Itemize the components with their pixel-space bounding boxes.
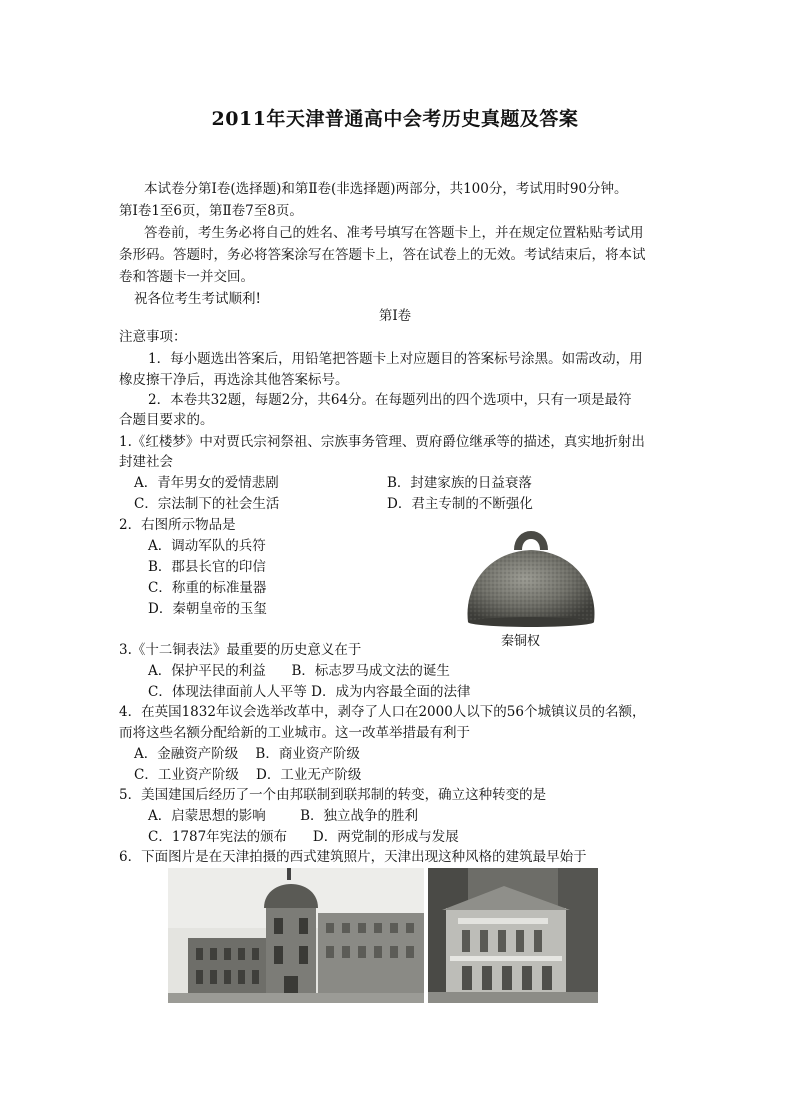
intro-line: 答卷前，考生务必将自己的姓名、准考号填写在答题卡上，并在规定位置粘贴考试用 xyxy=(144,225,644,241)
option-a: A．青年男女的爱情悲剧 xyxy=(134,475,279,491)
domed-building-photo xyxy=(168,868,424,1003)
option-b: B．封建家族的日益衰落 xyxy=(387,475,532,491)
image-caption: 秦铜权 xyxy=(501,634,541,649)
question-stem: 4．在英国1832年议会选举改革中，剥夺了人口在2000人以下的56个城镇议员的名额， xyxy=(119,704,646,720)
question-stem: 6．下面图片是在天津拍摄的西式建筑照片，天津出现这种风格的建筑最早始于 xyxy=(119,849,587,865)
section-title: 第Ⅰ卷 xyxy=(378,308,412,324)
option-d: D．秦朝皇帝的玉玺 xyxy=(148,601,267,617)
question-stem: 而将这些名额分配给新的工业城市。这一改革举措最有利于 xyxy=(119,725,470,741)
page-title: 2011年天津普通高中会考历史真题及答案 xyxy=(211,108,579,130)
option-c: C．宗法制下的社会生活 xyxy=(134,496,280,512)
question-stem: 封建社会 xyxy=(119,454,173,470)
option-row-ab: A．启蒙思想的影响 B．独立战争的胜利 xyxy=(148,808,418,824)
option-row-ab: A．金融资产阶级 B．商业资产阶级 xyxy=(134,746,360,762)
notes-heading: 注意事项： xyxy=(119,329,187,345)
note-line: 1．每小题选出答案后，用铅笔把答题卡上对应题目的答案标号涂黑。如需改动，用 xyxy=(148,351,643,367)
intro-line: 本试卷分第Ⅰ卷(选择题)和第Ⅱ卷(非选择题)两部分，共100分，考试用时90分钟。 xyxy=(144,181,628,197)
copper-weight-image xyxy=(456,520,606,630)
option-d: D．君主专制的不断强化 xyxy=(387,496,533,512)
question-stem: 2．右图所示物品是 xyxy=(119,517,236,533)
option-c: C．称重的标准量器 xyxy=(148,580,267,596)
option-row-cd: C．工业资产阶级 D．工业无产阶级 xyxy=(134,767,362,783)
intro-line: 第Ⅰ卷1至6页，第Ⅱ卷7至8页。 xyxy=(119,203,303,219)
option-row-ab: A．保护平民的利益 B．标志罗马成文法的诞生 xyxy=(148,663,450,679)
option-row-cd: C．1787年宪法的颁布 D．两党制的形成与发展 xyxy=(148,829,459,845)
intro-line: 卷和答题卡一并交回。 xyxy=(119,269,254,285)
note-line: 2．本卷共32题，每题2分，共64分。在每题列出的四个选项中，只有一项是最符 xyxy=(148,392,632,408)
question-stem: 5．美国建国后经历了一个由邦联制到联邦制的转变，确立这种转变的是 xyxy=(119,787,547,803)
note-line: 橡皮擦干净后，再选涂其他答案标号。 xyxy=(119,372,349,388)
intro-line: 祝各位考生考试顺利! xyxy=(134,291,261,307)
intro-line: 条形码。答题时，务必将答案涂写在答题卡上，答在试卷上的无效。考试结束后，将本试 xyxy=(119,247,646,263)
option-row-cd: C．体现法律面前人人平等 D．成为内容最全面的法律 xyxy=(148,684,471,700)
option-a: A．调动军队的兵符 xyxy=(148,538,266,554)
note-line: 合题目要求的。 xyxy=(119,412,214,428)
question-stem: 3.《十二铜表法》最重要的历史意义在于 xyxy=(119,642,362,658)
question-stem: 1.《红楼梦》中对贾氏宗祠祭祖、宗族事务管理、贾府爵位继承等的描述，真实地折射出 xyxy=(119,434,645,450)
option-b: B．郡县长官的印信 xyxy=(148,559,266,575)
colonnade-building-photo xyxy=(428,868,598,1003)
